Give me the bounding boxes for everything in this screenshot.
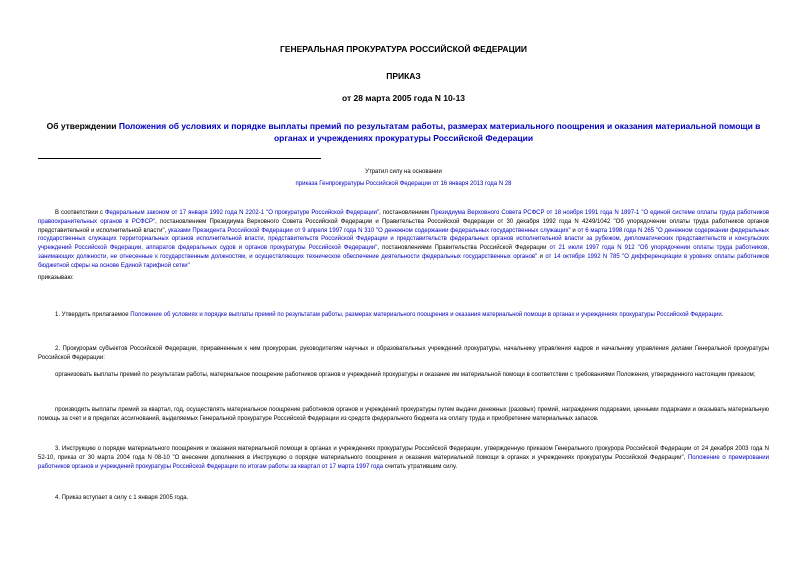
bonus-regulation-link[interactable]: Положение о премировании работников органов и учреждений прокуратуры Российской Федерации по итогам работы за квартал от 17 марта 1997 года: [38, 454, 769, 470]
preamble-text: В соответствии с: [55, 210, 105, 216]
preamble-paragraph: [38, 209, 769, 271]
clause-1: [38, 311, 769, 320]
preamble-text: , постановлением Президиума Верховного Совета Российской Федерации и Правительства Российской Федерации от 30 декабря 1992 года N 4249/1042 "Об упорядочении оплаты труда работников органов представительной и исполнительной власти",: [38, 218, 769, 234]
regulation-link[interactable]: Положение об условиях и порядке выплаты премий по результатам работы, размерах материального поощрения и оказания материальной помощи в органах и учреждениях прокуратуры Российской Федерации: [130, 312, 722, 318]
preamble-text: и: [570, 227, 578, 234]
repeal-notice: Утратил силу на основании: [365, 169, 442, 175]
clause-2-item-2: производить выплаты премий за квартал, год, осуществлять материальное поощрение работников органов и учреждений прокуратуры путем выдачи денежных (разовых) премий, награждения подарками, ценными подарками и оказывать материальную помощь за счет и в пределах ассигнований, выделяемых Генеральной прокуратуре Российской Федерации из средств федерального бюджета на оплату труда и приобретение материальных запасов.: [38, 407, 769, 422]
repeal-order-link[interactable]: приказа Генпрокуратуры Российской Федерации от 16 января 2013 года N 28: [295, 181, 512, 187]
resolution-link-1991[interactable]: Президиума Верховного Совета РСФСР от 18 ноября 1991 года N 1897-1 "О единой системе оплаты труда работников правоохранительных органов в РСФСР": [38, 210, 770, 225]
clause-1-text: .: [721, 312, 724, 318]
government-resolution-link-912[interactable]: от 21 июля 1997 года N 912 "Об упорядочении оплаты труда работников, занимающих должности, не отнесенные к государственным должностям, и осуществляющих техническое обеспечение деятельности федеральных государственных органов": [38, 245, 769, 260]
clause-1-text: 1. Утвердить прилагаемое: [55, 312, 131, 318]
law-link-prosecution[interactable]: Федеральным законом от 17 января 1992 года N 2202-1 "О прокуратуре Российской Федерации": [104, 210, 380, 216]
clause-2: 2. Прокурорам субъектов Российской Федерации, приравненным к ним прокурорам, руководителям научных и образовательных учреждений прокуратуры, начальнику управления кадров и начальнику управления делами Генеральной прокуратуры Российской Федерации:: [38, 346, 769, 361]
decree-link-1997[interactable]: указами Президента Российской Федерации от 9 апреля 1997 года N 310 "О денежном содержании федеральных государственных служащих": [168, 227, 571, 234]
clause-3: [38, 445, 769, 471]
document-title: [40, 120, 767, 144]
preamble-text: , постановлениями Правительства Российской Федерации: [377, 245, 550, 252]
title-prefix: Об утверждении: [46, 121, 119, 131]
clause-3-text: считать утратившим силу.: [383, 463, 458, 470]
document-date: от 28 марта 2005 года N 10-13: [341, 93, 466, 103]
preamble-text: и: [537, 253, 546, 260]
preamble-text: , постановлением: [379, 210, 432, 216]
clause-4: 4. Приказ вступает в силу с 1 января 2005 года.: [55, 495, 189, 501]
separator-line: [38, 158, 321, 159]
decree-link-1998[interactable]: от 6 марта 1998 года N 265 "О денежном содержании федеральных государственных служащих территориальных органов исполнительной власти, представительств Российской Федерации и представительств федеральных органов исполнительной власти за рубежом, дипломатических представительств и консульских учреждений Российской Федерации, аппаратов федеральных судов и органов прокуратуры Российской Федерации": [38, 227, 769, 252]
title-link[interactable]: Положения об условиях и порядке выплаты премий по результатам работы, размерах материального поощрения и оказания материальной помощи в органах и учреждениях прокуратуры Российской Федерации: [118, 121, 761, 143]
order-word: приказываю:: [38, 275, 74, 281]
document-type: ПРИКАЗ: [386, 71, 421, 81]
clause-2-item-1: организовать выплаты премий по результатам работы, материальное поощрение работников органов и учреждений прокуратуры и оказание им материальной помощи в соответствии с требованиями Положения, утвержденного настоящим приказом;: [55, 372, 756, 378]
government-resolution-link-785[interactable]: от 14 октября 1992 N 785 "О дифференциации в уровнях оплаты работников бюджетной сферы на основе Единой тарифной сетки": [38, 253, 770, 269]
clause-3-text: 3. Инструкцию о порядке материального поощрения и оказания материальной помощи в органах и учреждениях прокуратуры Российской Федерации, утвержденную приказом Генерального прокурора Российской Федерации от 24 декабря 2003 года N 52-10, приказ от 30 марта 2004 года N 08-10 "О внесении дополнения в Инструкцию о порядке материального поощрения и оказания материальной помощи в органах и учреждениях прокуратуры Российской Федерации",: [38, 446, 769, 461]
issuing-organization: ГЕНЕРАЛЬНАЯ ПРОКУРАТУРА РОССИЙСКОЙ ФЕДЕРАЦИИ: [280, 44, 527, 54]
